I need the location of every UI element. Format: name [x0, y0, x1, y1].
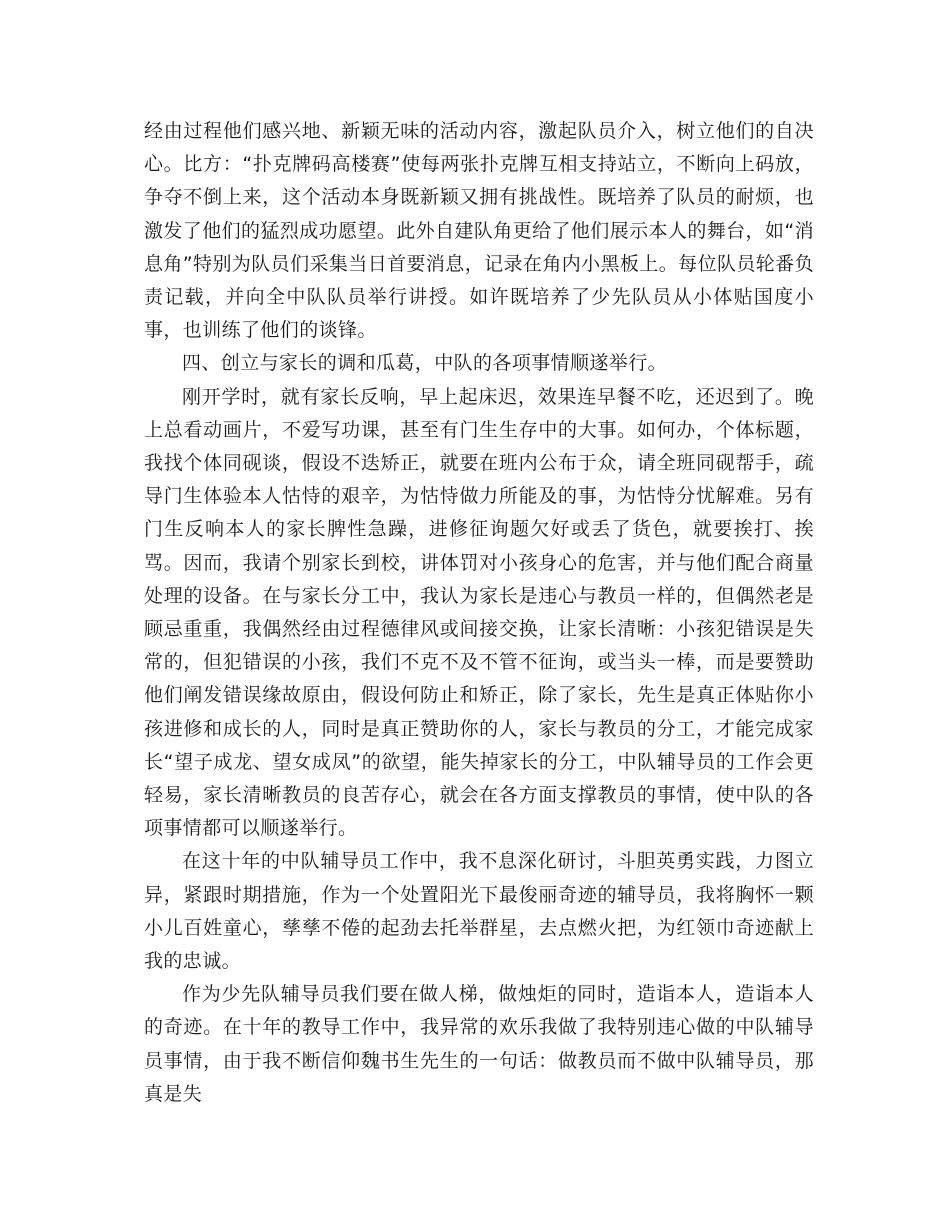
paragraph: 刚开学时，就有家长反响，早上起床迟，效果连早餐不吃，还迟到了。晚上总看动画片，不爱写功课，甚至有门生生存中的大事。如何办，个体标题，我找个体同砚谈，假设不迭矫正，就要在班内公布于众，请全班同砚帮手，疏导门生体验本人怙恃的艰辛，为怙恃做力所能及的事，为怙恃分忧解难。另有门生反响本人的家长脾性急躁，进修征询题欠好或丢了货色，就要挨打、挨骂。因而，我请个别家长到校，讲体罚对小孩身心的危害，并与他们配合商量处理的设备。在与家长分工中，我认为家长是违心与教员一样的，但偶然老是顾忌重重，我偶然经由过程德律风或间接交换，让家长清晰：小孩犯错误是失常的，但犯错误的小孩，我们不克不及不管不征询，或当头一棒，而是要赞助他们阐发错误缘故原由，假设何防止和矫正，除了家长，先生是真正体贴你小孩进修和成长的人，同时是真正赞助你的人，家长与教员的分工，才能完成家长“望子成龙、望女成凤”的欲望，能失掉家长的分工，中队辅导员的工作会更轻易，家长清晰教员的良苦存心，就会在各方面支撑教员的事情，使中队的各项事情都可以顺遂举行。 — [144, 385, 814, 840]
paragraph: 四、创立与家长的调和瓜葛，中队的各项事情顺遂举行。 — [182, 352, 668, 375]
paragraph: 在这十年的中队辅导员工作中，我不息深化研讨，斗胆英勇实践，力图立异，紧跟时期措施，作为一个处置阳光下最俊丽奇迹的辅导员，我将胸怀一颗小儿百姓童心，孳孳不倦的起劲去托举群星，去点燃火把，为红领巾奇迹献上我的忠诚。 — [144, 850, 814, 973]
document-body — [144, 115, 814, 1111]
paragraph: 经由过程他们感兴地、新颖无味的活动内容，激起队员介入，树立他们的自决心。比方：“扑克牌码高楼赛”使每两张扑克牌互相支持站立，不断向上码放，争夺不倒上来，这个活动本身既新颖又拥有挑战性。既培养了队员的耐烦，也激发了他们的猛烈成功愿望。此外自建队角更给了他们展示本人的舞台，如“消息角”特别为队员们采集当日首要消息，记录在角内小黑板上。每位队员轮番负责记载，并向全中队队员举行讲授。如许既培养了少先队员从小体贴国度小事，也训练了他们的谈锋。 — [144, 120, 814, 342]
paragraph: 作为少先队辅导员我们要在做人梯，做烛炬的同时，造诣本人，造诣本人的奇迹。在十年的教导工作中，我异常的欢乐我做了我特别违心做的中队辅导员事情，由于我不断信仰魏书生先生的一句话：做教员而不做中队辅导员，那真是失 — [144, 983, 814, 1105]
